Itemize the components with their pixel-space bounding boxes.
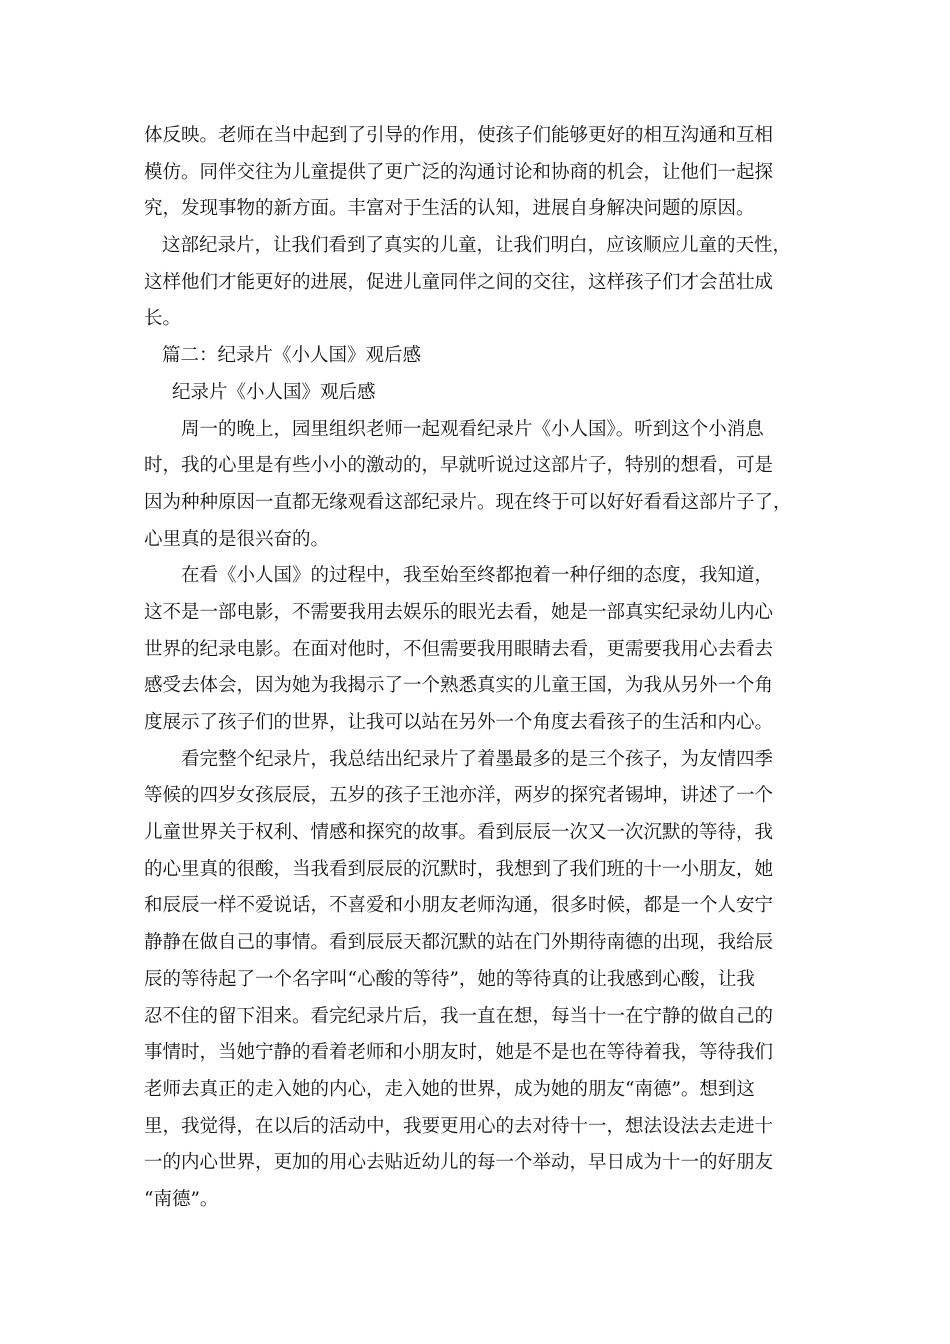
text-line: 体反映。老师在当中起到了引导的作用，使孩子们能够更好的相互沟通和互相 xyxy=(144,125,774,146)
text-line: 这样他们才能更好的进展，促进儿童同伴之间的交往，这样孩子们才会茁壮成 xyxy=(144,271,774,293)
text-line: 纪录片《小人国》观后感 xyxy=(172,381,376,403)
text-line: 静静在做自己的事情。看到辰辰天都沉默的站在门外期待南德的出现，我给辰 xyxy=(144,932,774,954)
text-line: 看完整个纪录片，我总结出纪录片了着墨最多的是三个孩子，为友情四季 xyxy=(181,748,774,770)
text-line: 一的内心世界，更加的用心去贴近幼儿的每一个举动，早日成为十一的好朋友 xyxy=(144,1152,774,1174)
text-line: 因为种种原因一直都无缘观看这部纪录片。现在终于可以好好看看这部片子了， xyxy=(144,491,792,513)
text-line: 辰的等待起了一个名字叫“心酸的等待”，她的等待真的让我感到心酸，让我 xyxy=(144,968,755,990)
text-line: 儿童世界关于权利、情感和探究的故事。看到辰辰一次又一次沉默的等待，我 xyxy=(144,822,774,844)
text-line: 心里真的是很兴奋的。 xyxy=(144,528,330,550)
text-line: 的心里真的很酸，当我看到辰辰的沉默时，我想到了我们班的十一小朋友，她 xyxy=(144,858,774,880)
text-line: 里，我觉得，在以后的活动中，我要更用心的去对待十一，想法设法去走进十 xyxy=(144,1115,774,1137)
text-line: 和辰辰一样不爱说话，不喜爱和小朋友老师沟通，很多时候，都是一个人安宁 xyxy=(144,895,774,917)
text-line: 周一的晚上，园里组织老师一起观看纪录片《小人国》。听到这个小消息 xyxy=(181,418,764,440)
text-line: “南德”。 xyxy=(144,1188,219,1210)
text-line: 模仿。同伴交往为儿童提供了更广泛的沟通讨论和协商的机会，让他们一起探 xyxy=(144,161,774,183)
text-line: 度展示了孩子们的世界，让我可以站在另外一个角度去看孩子的生活和内心。 xyxy=(144,712,774,733)
text-line: 这不是一部电影，不需要我用去娱乐的眼光去看，她是一部真实纪录幼儿内心 xyxy=(144,601,774,623)
text-line: 事情时，当她宁静的看着老师和小朋友时，她是不是也在等待着我，等待我们 xyxy=(144,1042,774,1064)
document-text xyxy=(144,118,824,1219)
text-line: 长。 xyxy=(144,308,182,330)
text-line: 这部纪录片，让我们看到了真实的儿童，让我们明白，应该顺应儿童的天性， xyxy=(162,235,792,257)
text-line: 感受去体会，因为她为我揭示了一个熟悉真实的儿童王国，为我从另外一个角 xyxy=(144,675,774,697)
text-line: 究，发现事物的新方面。丰富对于生活的认知，进展自身解决问题的原因。 xyxy=(144,198,755,220)
text-line: 世界的纪录电影。在面对他时，不但需要我用眼睛去看，更需要我用心去看去 xyxy=(144,638,774,660)
text-line: 时，我的心里是有些小小的激动的，早就听说过这部片子，特别的想看，可是 xyxy=(144,455,774,477)
text-line: 忍不住的留下泪来。看完纪录片后，我一直在想，每当十一在宁静的做自己的 xyxy=(144,1005,774,1027)
text-line: 篇二：纪录片《小人国》观后感 xyxy=(162,345,422,367)
text-line: 等候的四岁女孩辰辰，五岁的孩子王池亦洋，两岁的探究者锡坤，讲述了一个 xyxy=(144,785,774,807)
text-line: 在看《小人国》的过程中，我至始至终都抱着一种仔细的态度，我知道， xyxy=(181,565,774,587)
text-line: 老师去真正的走入她的内心，走入她的世界，成为她的朋友“南德”。想到这 xyxy=(144,1078,755,1100)
